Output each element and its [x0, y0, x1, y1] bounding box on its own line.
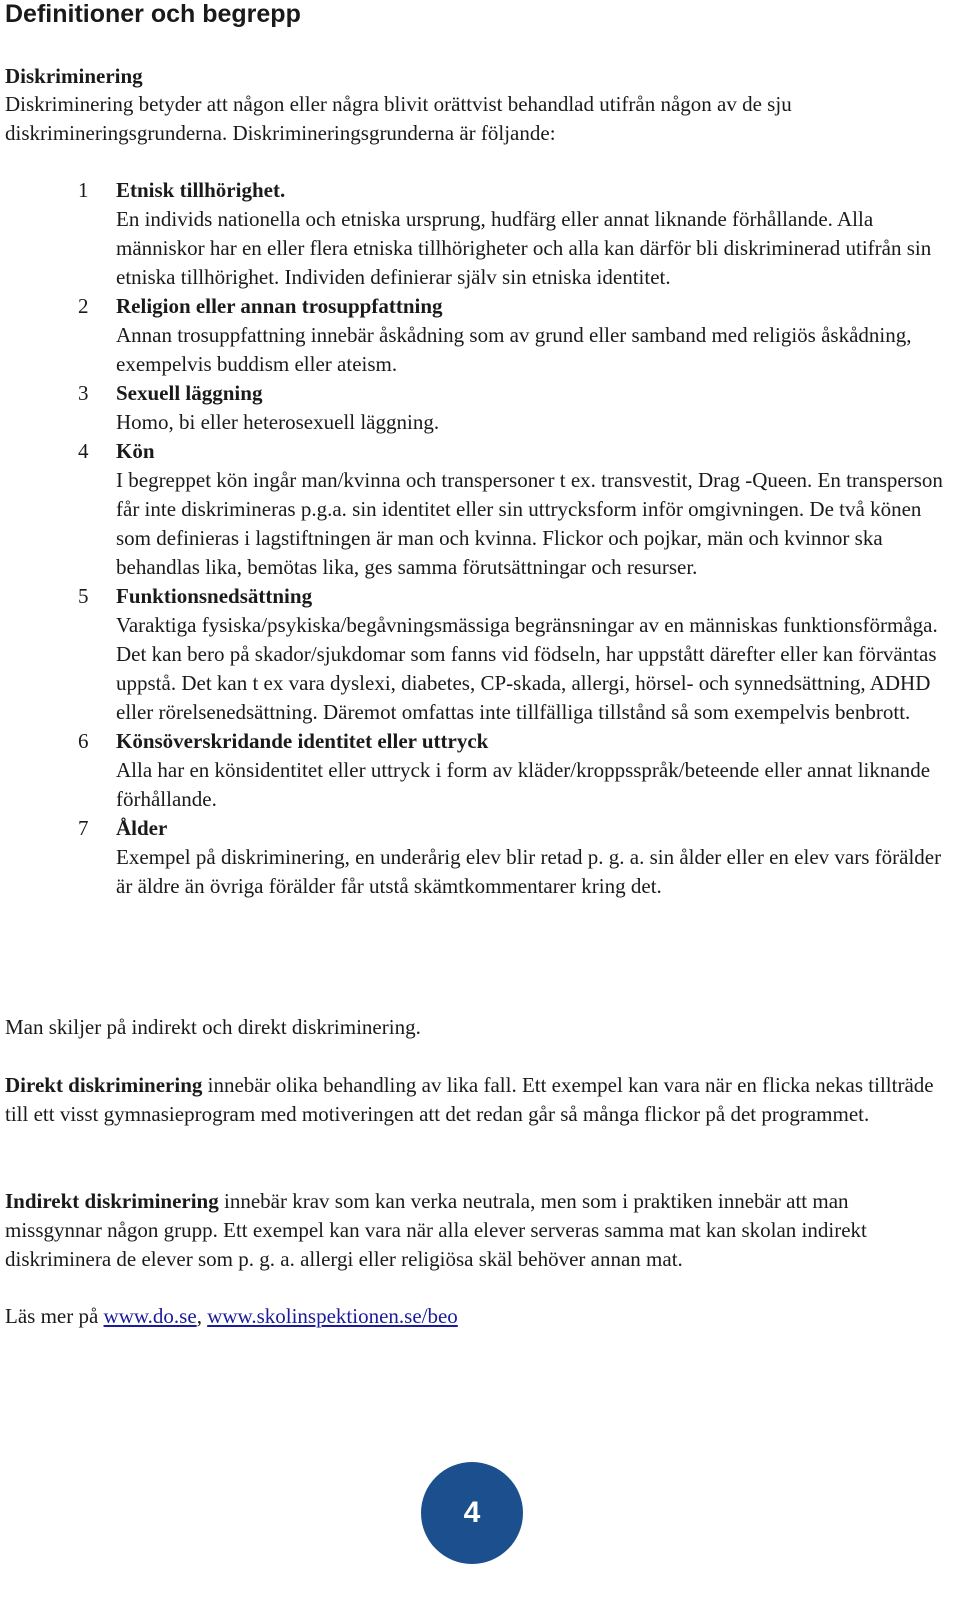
item-description: Homo, bi eller heterosexuell läggning.: [116, 410, 440, 434]
page-title: Definitioner och begrepp: [5, 0, 301, 28]
list-item: [5, 727, 945, 814]
item-number: 1: [78, 178, 89, 202]
read-more-paragraph: [5, 1302, 940, 1331]
indirect-text: innebär krav som kan verka neutrala, men som i praktiken innebär att man missgynnar någon grupp. Ett exempel kan vara när alla elever serveras samma mat kan skolan indirekt diskriminera de elever som p. g. a. allergi eller religiösa skäl behöver annan mat.: [5, 1189, 867, 1271]
item-description: Alla har en könsidentitet eller uttryck i form av kläder/kroppsspråk/beteende eller annat liknande förhållande.: [116, 758, 931, 811]
list-item: [5, 292, 945, 379]
item-number: 7: [78, 816, 89, 840]
intro-paragraph: Diskriminering betyder att någon eller några blivit orättvist behandlad utifrån någon av de sju diskrimineringsgrunderna. Diskrimineringsgrunderna är följande:: [5, 92, 792, 145]
item-number: 4: [78, 439, 89, 463]
section-title: Diskriminering: [5, 64, 143, 88]
indirect-term: Indirekt diskriminering: [5, 1189, 219, 1213]
link-skolinspektionen[interactable]: www.skolinspektionen.se/beo: [207, 1304, 458, 1328]
item-number: 5: [78, 584, 89, 608]
distinction-paragraph: Man skiljer på indirekt och direkt diskriminering.: [5, 1015, 421, 1039]
page-number: 4: [463, 1496, 481, 1529]
item-number: 6: [78, 729, 89, 753]
item-description: Exempel på diskriminering, en underårig elev blir retad p. g. a. sin ålder eller en elev vars förälder är äldre än övriga förälder får utstå skämtkommentarer kring det.: [116, 845, 942, 898]
item-title: Könsöverskridande identitet eller uttryck: [116, 729, 489, 753]
link-separator: ,: [196, 1304, 208, 1328]
direct-text: innebär olika behandling av lika fall. Ett exempel kan vara när en flicka nekas tillträde till ett visst gymnasieprogram med motiveringen att det redan går så många flickor på det programmet.: [5, 1073, 934, 1126]
indirect-discrimination-paragraph: [5, 1187, 940, 1274]
item-title: Funktionsnedsättning: [116, 584, 313, 608]
item-title: Kön: [116, 439, 155, 463]
list-item: [5, 437, 945, 582]
page-number-badge: [421, 1462, 523, 1564]
item-title: Religion eller annan trosuppfattning: [116, 294, 443, 318]
list-item: [5, 176, 945, 292]
item-description: I begreppet kön ingår man/kvinna och transpersoner t ex. transvestit, Drag -Queen. En transperson får inte diskrimineras p.g.a. sin identitet eller sin uttrycksform inför omgivningen. De två könen som definieras i lagstiftningen är man och kvinna. Flickor och pojkar, män och kvinnor ska behandlas lika, bemötas lika, ges samma förutsättningar och resurser.: [116, 468, 943, 579]
grounds-list: [5, 176, 945, 901]
list-item: [5, 582, 945, 727]
link-do[interactable]: www.do.se: [103, 1304, 197, 1328]
item-title: Ålder: [116, 816, 168, 840]
item-description: En individs nationella och etniska ursprung, hudfärg eller annat liknande förhållande. Alla människor har en eller flera etniska tillhörigheter och alla kan därför bli diskriminerad utifrån sin etniska tillhörighet. Individen definierar själv sin etniska identitet.: [116, 207, 932, 289]
list-item: [5, 814, 945, 901]
item-description: Varaktiga fysiska/psykiska/begåvningsmässiga begränsningar av en människas funktionsförmåga. Det kan bero på skador/sjukdomar som fanns vid födseln, har uppstått därefter eller kan förväntas uppstå. Det kan t ex vara dyslexi, diabetes, CP-skada, allergi, hörsel- och synnedsättning, ADHD eller rörelsenedsättning. Däremot omfattas inte tillfälliga tillstånd så som exempelvis benbrott.: [116, 613, 938, 724]
direct-term: Direkt diskriminering: [5, 1073, 203, 1097]
list-item: [5, 379, 945, 437]
item-number: 2: [78, 294, 89, 318]
read-more-prefix: Läs mer på: [5, 1304, 104, 1328]
item-description: Annan trosuppfattning innebär åskådning som av grund eller samband med religiös åskådning, exempelvis buddism eller ateism.: [116, 323, 912, 376]
item-title: Etnisk tillhörighet.: [116, 178, 286, 202]
direct-discrimination-paragraph: [5, 1071, 940, 1129]
item-number: 3: [78, 381, 89, 405]
item-title: Sexuell läggning: [116, 381, 263, 405]
